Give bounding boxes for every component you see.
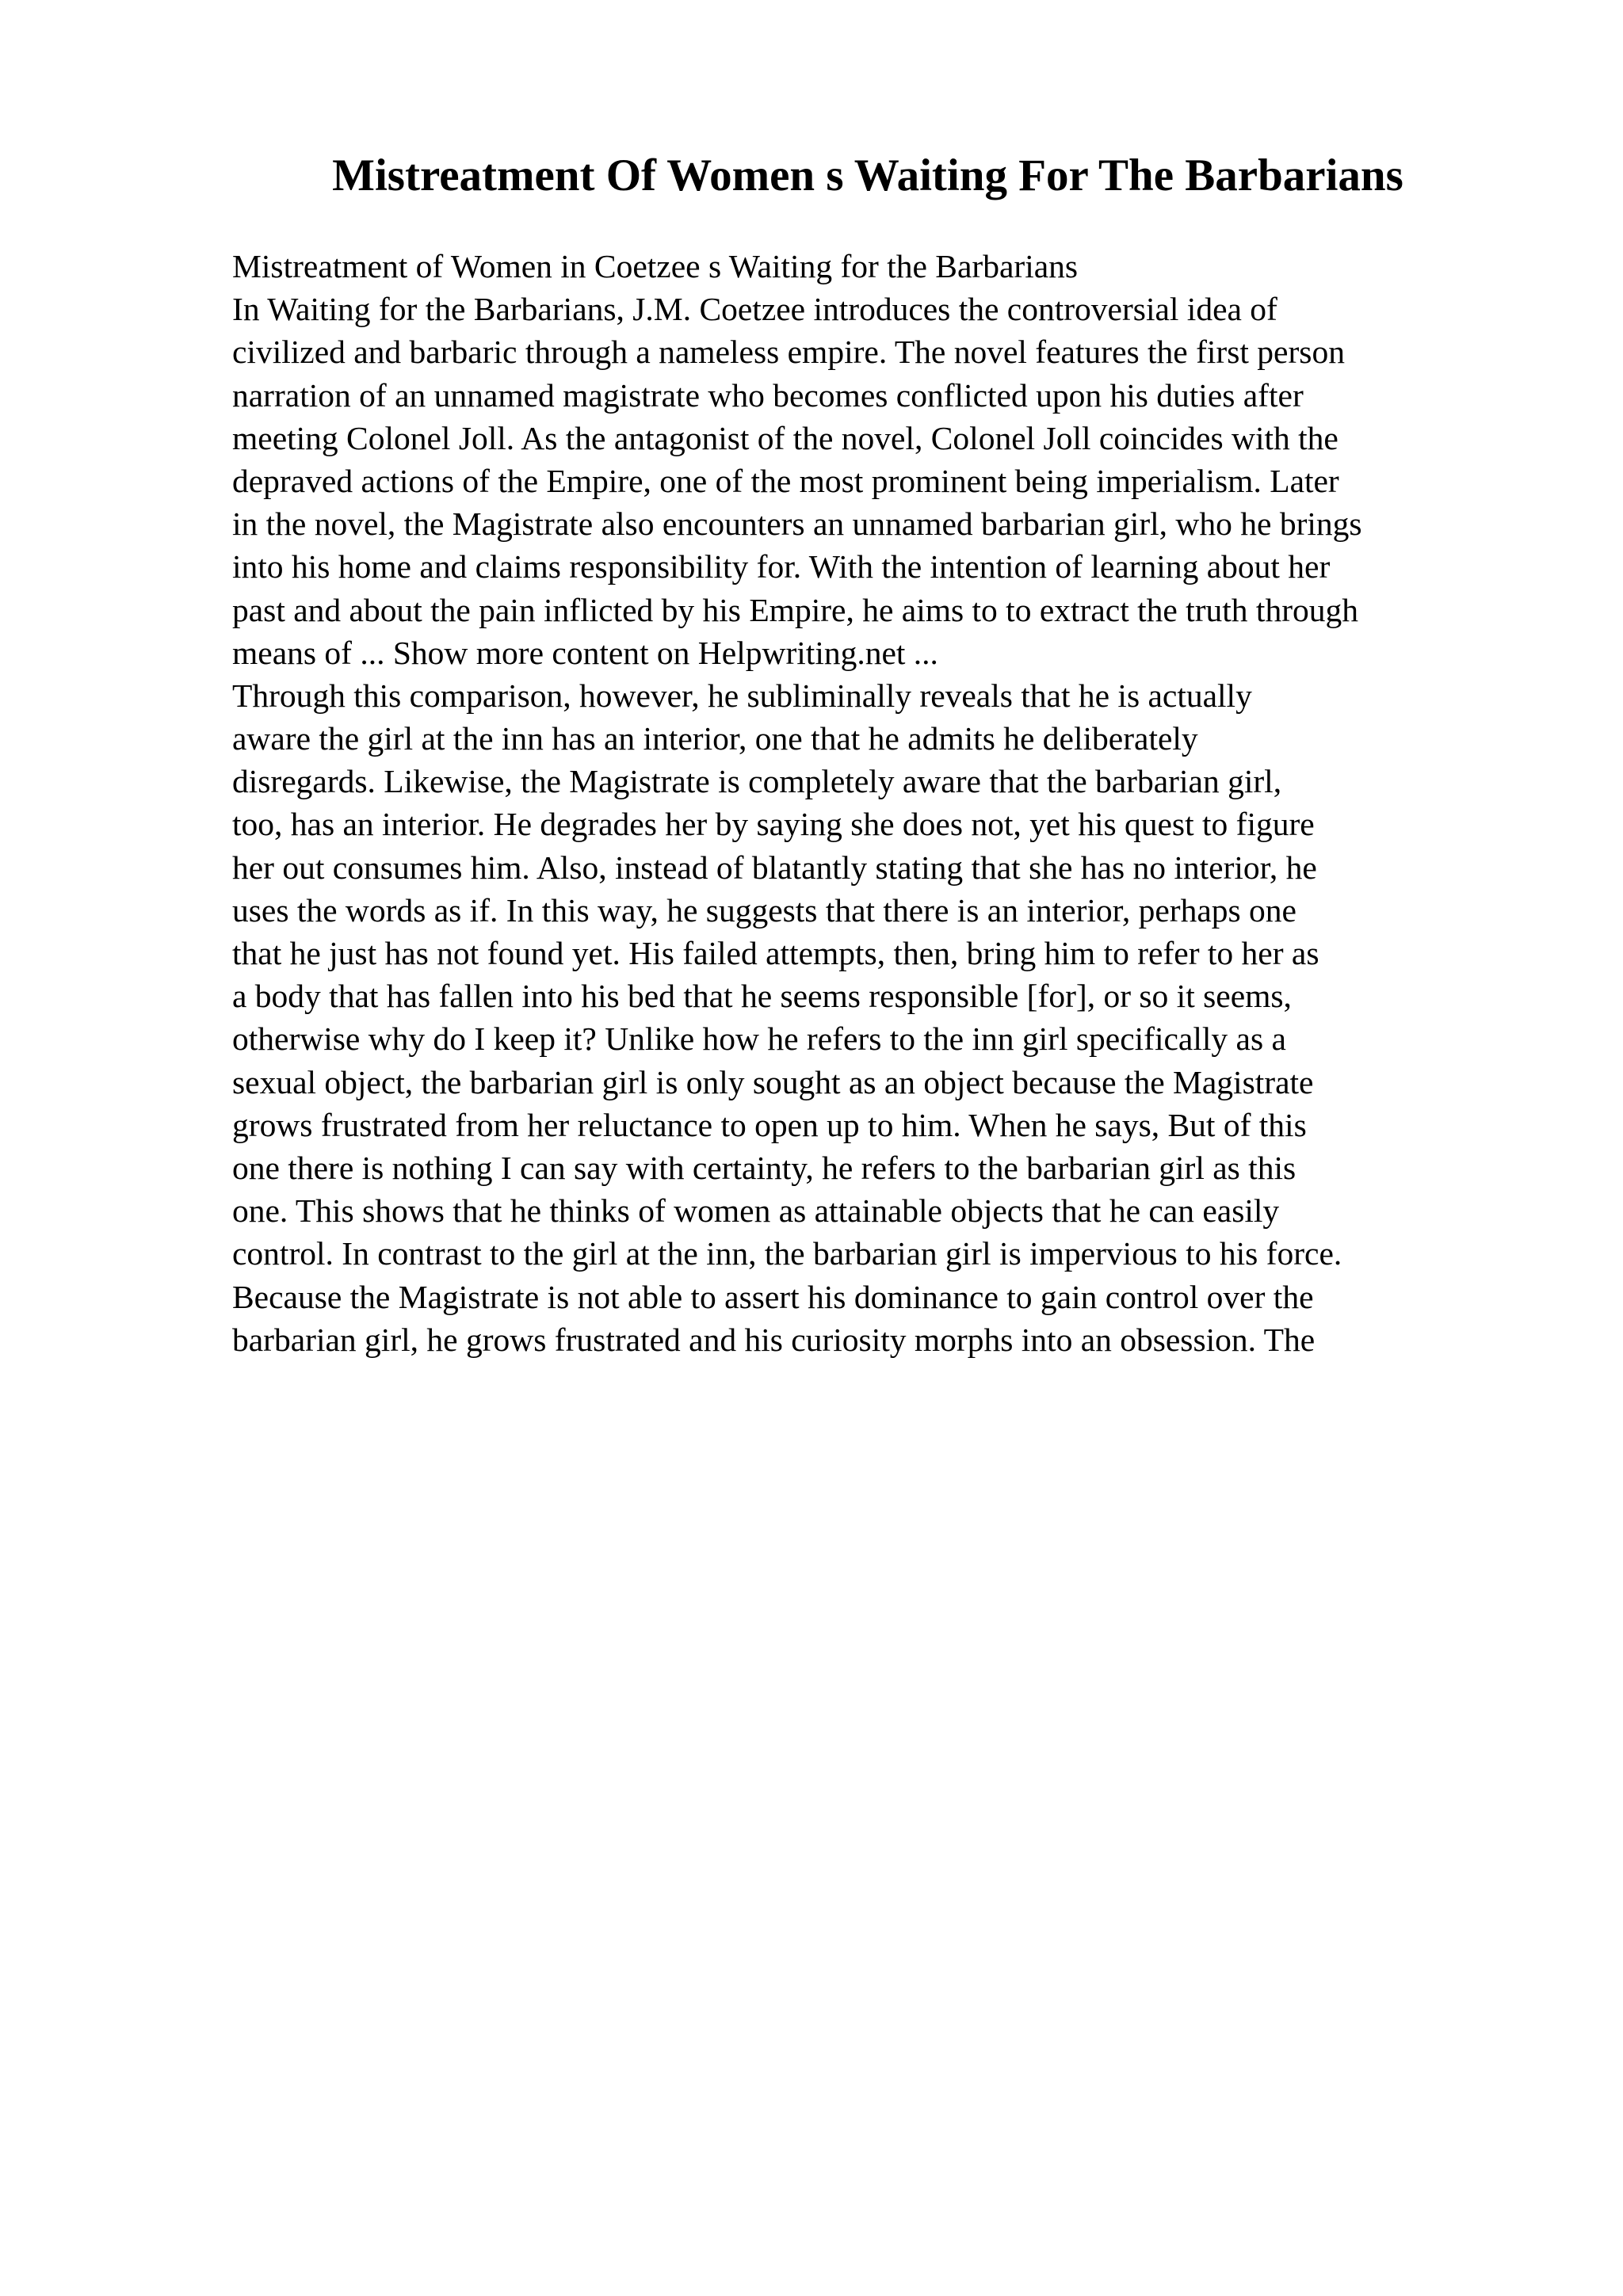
text-line: one. This shows that he thinks of women as attainable objects that he can easily [232, 1192, 1280, 1230]
text-line: narration of an unnamed magistrate who becomes conflicted upon his duties after [232, 376, 1304, 414]
text-line: disregards. Likewise, the Magistrate is completely aware that the barbarian girl, [232, 763, 1282, 800]
text-line: otherwise why do I keep it? Unlike how he refers to the inn girl specifically as a [232, 1020, 1286, 1058]
text-line: into his home and claims responsibility for. With the intention of learning about her [232, 548, 1331, 585]
text-line: sexual object, the barbarian girl is only sought as an object because the Magistrate [232, 1063, 1314, 1100]
text-line: control. In contrast to the girl at the inn, the barbarian girl is impervious to his force. [232, 1235, 1342, 1272]
text-line: in the novel, the Magistrate also encounters an unnamed barbarian girl, who he brings [232, 505, 1362, 543]
text-line: civilized and barbaric through a nameless empire. The novel features the first person [232, 334, 1345, 371]
text-line: uses the words as if. In this way, he suggests that there is an interior, perhaps one [232, 891, 1296, 929]
text-line: Because the Magistrate is not able to assert his dominance to gain control over the [232, 1278, 1314, 1315]
text-line: aware the girl at the inn has an interior, one that he admits he deliberately [232, 720, 1198, 757]
text-line: Mistreatment of Women in Coetzee s Waiting for the Barbarians [232, 248, 1079, 284]
text-line: meeting Colonel Joll. As the antagonist of the novel, Colonel Joll coincides with the [232, 419, 1338, 456]
text-line: that he just has not found yet. His failed attempts, then, bring him to refer to her as [232, 935, 1319, 971]
text-line: a body that has fallen into his bed that he seems responsible [for], or so it seems, [232, 978, 1292, 1015]
text-line: means of ... Show more content on Helpwriting.net ... [232, 634, 938, 671]
text-line: grows frustrated from her reluctance to open up to him. When he says, But of this [232, 1106, 1307, 1143]
document-title: Mistreatment Of Women s Waiting For The Barbarians [332, 151, 1403, 200]
text-line: too, has an interior. He degrades her by saying she does not, yet his quest to figure [232, 806, 1315, 843]
text-line: depraved actions of the Empire, one of the most prominent being imperialism. Later [232, 462, 1339, 499]
text-line: barbarian girl, he grows frustrated and his curiosity morphs into an obsession. The [232, 1321, 1316, 1358]
document-body [232, 245, 1595, 1361]
text-line: past and about the pain inflicted by his Empire, he aims to to extract the truth through [232, 591, 1359, 628]
text-line: one there is nothing I can say with certainty, he refers to the barbarian girl as this [232, 1149, 1296, 1186]
text-line: In Waiting for the Barbarians, J.M. Coetzee introduces the controversial idea of [232, 291, 1277, 328]
text-line: Through this comparison, however, he subliminally reveals that he is actually [232, 677, 1252, 714]
text-line: her out consumes him. Also, instead of blatantly stating that she has no interior, he [232, 849, 1317, 886]
